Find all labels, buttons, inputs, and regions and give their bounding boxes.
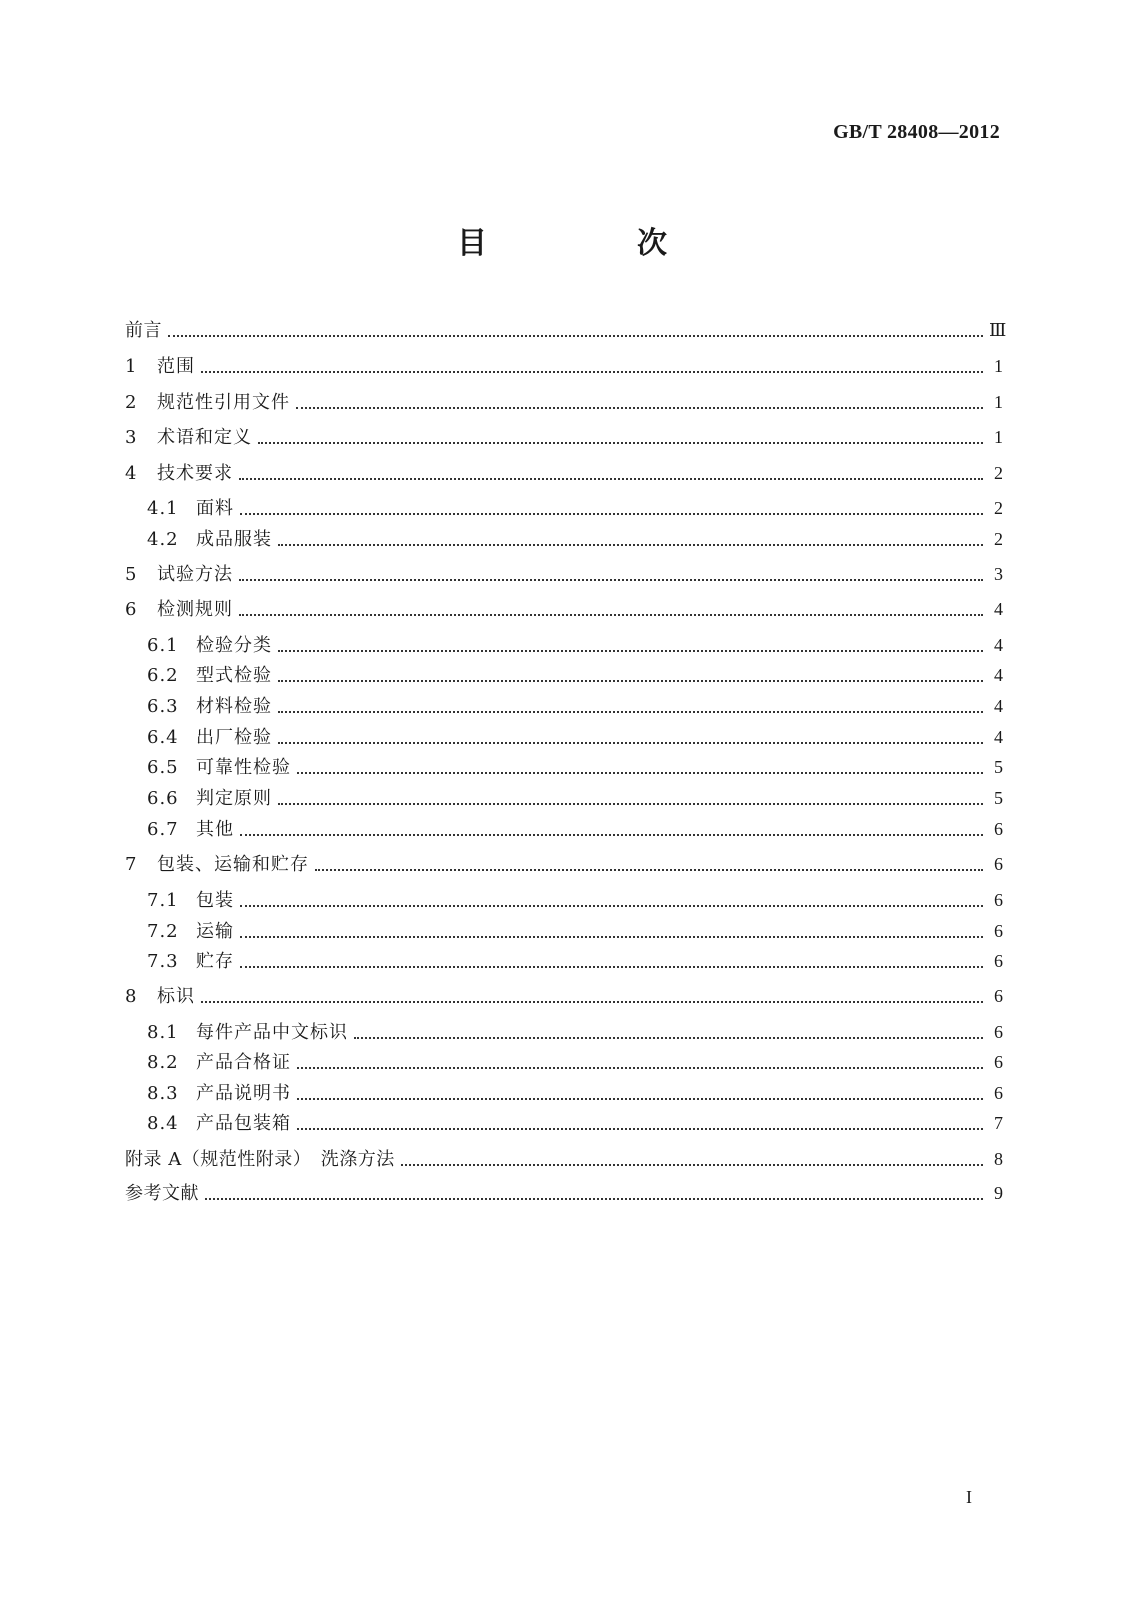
toc-entry-number: 6.2 xyxy=(147,665,179,686)
toc-entry[interactable] xyxy=(147,756,1003,779)
toc-entry-page: 3 xyxy=(994,564,1003,584)
toc-entry[interactable] xyxy=(125,1182,1003,1205)
dot-leader xyxy=(315,863,983,871)
toc-entry-number: 7.3 xyxy=(147,951,179,972)
dot-leader xyxy=(240,930,983,938)
toc-entry[interactable] xyxy=(147,787,1003,810)
toc-entry-label: 运输 xyxy=(196,921,234,942)
toc-entry[interactable] xyxy=(125,598,1003,621)
toc-entry-page: 6 xyxy=(994,1022,1003,1042)
toc-entry[interactable] xyxy=(147,695,1003,718)
toc-entry-number: 6.6 xyxy=(147,788,179,809)
toc-entry-page: 4 xyxy=(994,635,1003,655)
toc-entry-label: 技术要求 xyxy=(157,463,233,484)
dot-leader xyxy=(240,507,983,515)
toc-entry-number: 7.1 xyxy=(147,890,179,911)
toc-entry[interactable] xyxy=(125,563,1003,586)
toc-entry-number: 4 xyxy=(125,463,137,484)
toc-entry-label: 可靠性检验 xyxy=(196,757,291,778)
toc-entry-label: 其他 xyxy=(196,819,234,840)
toc-entry[interactable] xyxy=(125,319,1007,342)
dot-leader xyxy=(240,960,983,968)
toc-entry-number: 8.1 xyxy=(147,1022,179,1043)
toc-entry-page: 1 xyxy=(994,356,1003,376)
toc-entry-label: 规范性引用文件 xyxy=(157,392,290,413)
dot-leader xyxy=(240,899,983,907)
toc-entry-number: 6.5 xyxy=(147,757,179,778)
toc-entry-number: 8.2 xyxy=(147,1052,179,1073)
toc-entry[interactable] xyxy=(147,1051,1003,1074)
toc-entry-number: 1 xyxy=(125,356,137,377)
dot-leader xyxy=(401,1158,983,1166)
toc-entry-page: 6 xyxy=(994,951,1003,971)
toc-entry-page: 1 xyxy=(994,427,1003,447)
page-title: 目 次 xyxy=(457,226,727,261)
dot-leader xyxy=(297,1061,983,1069)
toc-entry[interactable] xyxy=(125,853,1003,876)
toc-entry-page: 5 xyxy=(994,788,1003,808)
toc-entry-number: 6.4 xyxy=(147,727,179,748)
dot-leader xyxy=(239,472,983,480)
dot-leader xyxy=(297,766,983,774)
toc-entry-number: 6.3 xyxy=(147,696,179,717)
standard-code: GB/T 28408—2012 xyxy=(833,121,1000,143)
toc-entry[interactable] xyxy=(125,985,1003,1008)
toc-entry[interactable] xyxy=(125,391,1003,414)
toc-entry[interactable] xyxy=(125,355,1003,378)
dot-leader xyxy=(239,608,983,616)
toc-entry-page: 4 xyxy=(994,727,1003,747)
toc-entry-number: 5 xyxy=(125,564,137,585)
toc-entry-page: 1 xyxy=(994,392,1003,412)
toc-entry[interactable] xyxy=(147,528,1003,551)
toc-entry-label: 每件产品中文标识 xyxy=(196,1022,348,1043)
toc-entry-number: 4.1 xyxy=(147,498,179,519)
toc-entry[interactable] xyxy=(147,950,1003,973)
toc-entry-label: 材料检验 xyxy=(196,696,272,717)
toc-entry-page: 6 xyxy=(994,854,1003,874)
dot-leader xyxy=(297,1122,983,1130)
toc-entry-label: 面料 xyxy=(196,498,234,519)
toc-entry[interactable] xyxy=(147,889,1003,912)
toc-entry-label: 标识 xyxy=(157,986,195,1007)
toc-entry-label: 试验方法 xyxy=(157,564,233,585)
toc-entry-number: 3 xyxy=(125,427,137,448)
toc-entry[interactable] xyxy=(147,634,1003,657)
toc-entry-label: 判定原则 xyxy=(196,788,272,809)
toc-entry-number: 8.3 xyxy=(147,1083,179,1104)
dot-leader xyxy=(201,365,983,373)
toc-entry-number: 4.2 xyxy=(147,529,179,550)
toc-entry-page: 9 xyxy=(994,1183,1003,1203)
toc-entry-label: 贮存 xyxy=(196,951,234,972)
toc-entry-page: 4 xyxy=(994,599,1003,619)
toc-entry-page: 6 xyxy=(994,986,1003,1006)
toc-entry-number: 6 xyxy=(125,599,137,620)
toc-entry[interactable] xyxy=(125,462,1003,485)
toc-entry[interactable] xyxy=(125,426,1003,449)
toc-entry[interactable] xyxy=(147,920,1003,943)
dot-leader xyxy=(205,1192,983,1200)
toc-entry[interactable] xyxy=(147,1082,1003,1105)
toc-entry-number: 7.2 xyxy=(147,921,179,942)
toc-entry-page: 4 xyxy=(994,696,1003,716)
toc-entry-page: Ⅲ xyxy=(989,320,1007,340)
dot-leader xyxy=(278,674,983,682)
toc-entry-number: 6.7 xyxy=(147,819,179,840)
toc-entry-label: 产品说明书 xyxy=(196,1083,291,1104)
toc-entry-label: 产品合格证 xyxy=(196,1052,291,1073)
toc-entry-number: 2 xyxy=(125,392,137,413)
dot-leader xyxy=(258,436,983,444)
toc-entry[interactable] xyxy=(147,1112,1003,1135)
toc-entry-label: 产品包装箱 xyxy=(196,1113,291,1134)
dot-leader xyxy=(278,736,983,744)
dot-leader xyxy=(278,797,983,805)
dot-leader xyxy=(297,1092,983,1100)
dot-leader xyxy=(278,644,983,652)
toc-entry-page: 5 xyxy=(994,757,1003,777)
toc-entry[interactable] xyxy=(147,818,1003,841)
toc-entry-label: 出厂检验 xyxy=(196,727,272,748)
toc-entry-page: 2 xyxy=(994,529,1003,549)
toc-entry-page: 6 xyxy=(994,819,1003,839)
toc-entry-number: 8 xyxy=(125,986,137,1007)
dot-leader xyxy=(354,1031,983,1039)
toc-entry[interactable] xyxy=(147,1021,1003,1044)
toc-entry[interactable] xyxy=(125,1148,1003,1171)
dot-leader xyxy=(239,573,983,581)
toc-entry-label: 检验分类 xyxy=(196,635,272,656)
dot-leader xyxy=(201,995,983,1003)
toc-entry-page: 6 xyxy=(994,1083,1003,1103)
toc-entry-label: 包装、运输和贮存 xyxy=(157,854,309,875)
toc-entry-number: 6.1 xyxy=(147,635,179,656)
toc-entry-label: 前言 xyxy=(125,320,162,341)
dot-leader xyxy=(278,705,983,713)
toc-entry-page: 4 xyxy=(994,665,1003,685)
toc-entry-page: 6 xyxy=(994,921,1003,941)
page-number: I xyxy=(966,1487,972,1507)
toc-entry-label: 附录 A（规范性附录） 洗涤方法 xyxy=(125,1149,395,1170)
toc-entry-label: 术语和定义 xyxy=(157,427,252,448)
toc-entry-page: 6 xyxy=(994,1052,1003,1072)
dot-leader xyxy=(240,828,983,836)
toc-entry-label: 包装 xyxy=(196,890,234,911)
toc-entry-number: 7 xyxy=(125,854,137,875)
toc-entry-label: 检测规则 xyxy=(157,599,233,620)
dot-leader xyxy=(278,538,983,546)
toc-entry-label: 型式检验 xyxy=(196,665,272,686)
toc-entry-page: 7 xyxy=(994,1113,1003,1133)
toc-entry-label: 成品服装 xyxy=(196,529,272,550)
toc-entry-page: 8 xyxy=(994,1149,1003,1169)
toc-entry[interactable] xyxy=(147,664,1003,687)
toc-entry-page: 2 xyxy=(994,463,1003,483)
toc-entry[interactable] xyxy=(147,497,1003,520)
toc-entry-label: 范围 xyxy=(157,356,195,377)
toc-entry-page: 2 xyxy=(994,498,1003,518)
toc-entry-page: 6 xyxy=(994,890,1003,910)
dot-leader xyxy=(296,401,983,409)
dot-leader xyxy=(168,329,983,337)
toc-entry-number: 8.4 xyxy=(147,1113,179,1134)
toc-entry-label: 参考文献 xyxy=(125,1183,199,1204)
toc-entry[interactable] xyxy=(147,726,1003,749)
